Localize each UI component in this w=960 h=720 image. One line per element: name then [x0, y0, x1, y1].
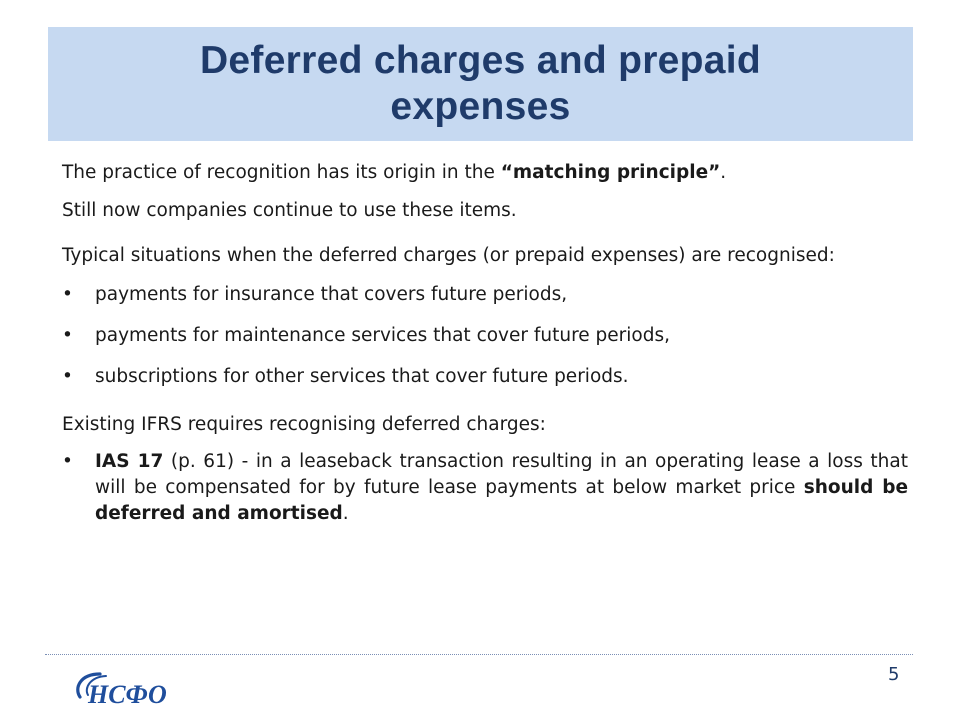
list-item-ias17 [62, 449, 908, 527]
list-item-text: payments for maintenance services that cover future periods, [95, 325, 670, 346]
nsfo-logo [70, 664, 170, 708]
page-number: 5 [888, 664, 900, 685]
paragraph-still-now: Still now companies continue to use these items. [62, 200, 517, 221]
para1-bold-text: “matching principle” [500, 162, 721, 183]
paragraph-ifrs: Existing IFRS requires recognising deferred charges: [62, 414, 546, 435]
list-item [62, 323, 908, 349]
list-item [62, 282, 908, 308]
slide-title-line-1: Deferred charges and prepaid [199, 39, 762, 82]
title-banner [48, 27, 913, 141]
ias-end: . [342, 503, 349, 524]
footer-divider [45, 654, 913, 655]
paragraph-matching-principle [62, 160, 908, 186]
bullet-list-situations [62, 282, 908, 390]
bullet-icon: • [62, 451, 73, 472]
bullet-icon: • [62, 284, 73, 305]
ias-standard-label: IAS 17 [95, 451, 164, 472]
list-item-text: subscriptions for other services that cover future periods. [95, 366, 629, 387]
bullet-icon: • [62, 366, 73, 387]
para1-end: . [720, 162, 727, 183]
list-item [62, 364, 908, 390]
slide-body [62, 160, 908, 527]
para1-text: The practice of recognition has its origin in the [62, 162, 501, 183]
bullet-icon: • [62, 325, 73, 346]
paragraph-typical-situations: Typical situations when the deferred charges (or prepaid expenses) are recognised: [62, 245, 835, 266]
ias-text: (p. 61) - in a leaseback transaction resulting in an operating lease a loss that will be compensated for by future lease payments at below market price [95, 451, 908, 498]
list-item-text: payments for insurance that covers future periods, [95, 284, 568, 305]
logo-text: НСФО [88, 680, 167, 708]
ias-bold-text: should be deferred and amortised [95, 477, 908, 524]
slide-title-line-2: expenses [390, 85, 571, 128]
